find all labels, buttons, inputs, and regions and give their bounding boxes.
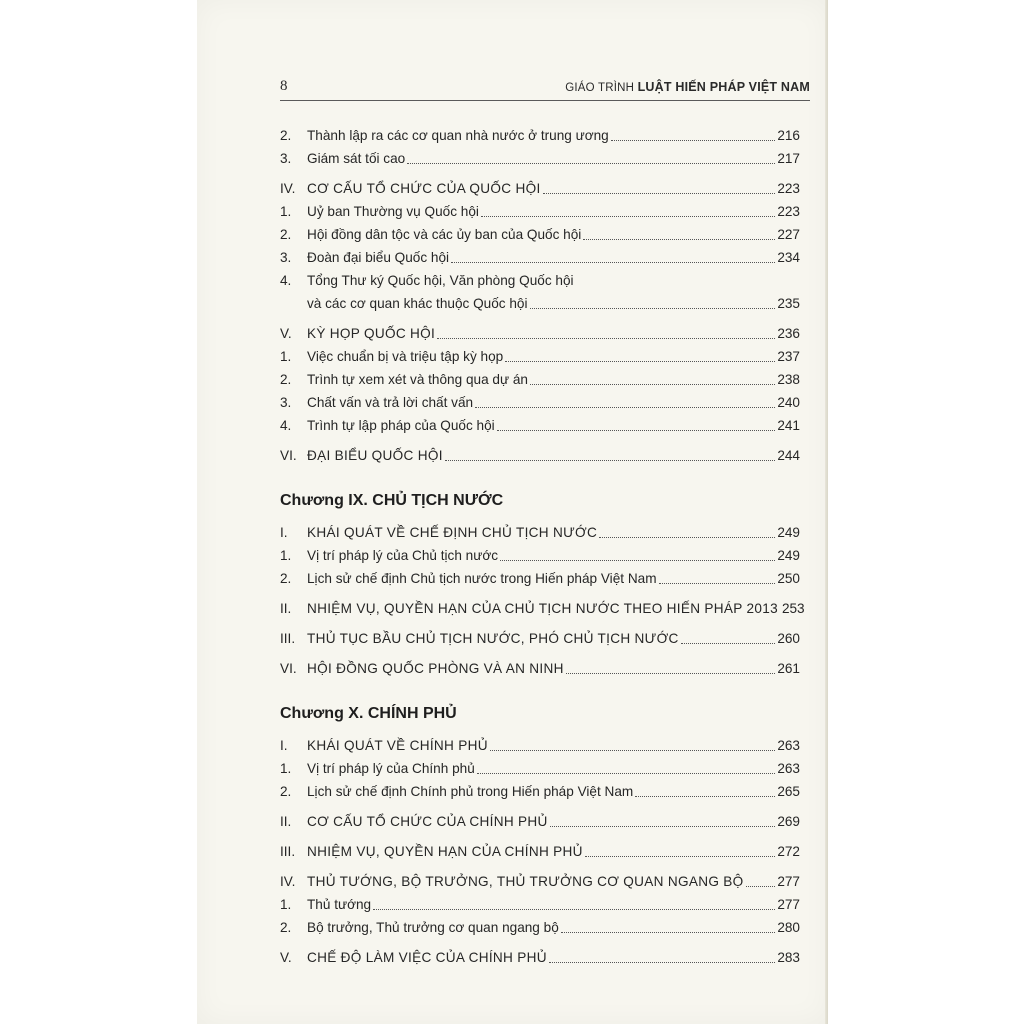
toc-number: 2. [280, 372, 292, 387]
toc-number: 2. [280, 784, 292, 799]
toc-section-row [280, 518, 800, 541]
toc-title: CƠ CẤU TỔ CHỨC CỦA QUỐC HỘI [307, 181, 541, 196]
toc-entry-row [280, 144, 800, 167]
toc-page-number: 237 [777, 349, 800, 364]
toc-entry-row [280, 220, 800, 243]
toc-title: Lịch sử chế định Chủ tịch nước trong Hiến pháp Việt Nam [307, 571, 657, 586]
toc-number: IV. [280, 181, 296, 196]
toc-title: ĐẠI BIỂU QUỐC HỘI [307, 448, 443, 463]
toc-number: 2. [280, 920, 292, 935]
toc-page-number: 234 [777, 250, 800, 265]
toc-leader-dots [549, 962, 775, 963]
page-edge [825, 0, 828, 1024]
toc-leader-dots [451, 262, 775, 263]
toc-page-number: 217 [777, 151, 800, 166]
toc-number: 3. [280, 395, 292, 410]
toc-title: Thành lập ra các cơ quan nhà nước ở trung ương [307, 128, 609, 143]
toc-page-number: 261 [777, 661, 800, 676]
toc-title: KỲ HỌP QUỐC HỘI [307, 326, 436, 341]
toc-title: KHÁI QUÁT VỀ CHẾ ĐỊNH CHỦ TỊCH NƯỚC [307, 525, 598, 540]
chapter-heading: Chương IX. CHỦ TỊCH NƯỚC [280, 492, 504, 509]
running-title [565, 80, 810, 94]
toc-page-number: 263 [777, 738, 800, 753]
toc-title: Giám sát tối cao [307, 151, 406, 166]
toc-number: 1. [280, 349, 292, 364]
toc-page-number: 277 [777, 874, 800, 889]
toc-title: THỦ TƯỚNG, BỘ TRƯỞNG, THỦ TRƯỞNG CƠ QUAN NGANG BỘ [307, 874, 744, 889]
toc-number: IV. [280, 874, 296, 889]
toc-title: Tổng Thư ký Quốc hội, Văn phòng Quốc hội [307, 273, 574, 288]
toc-leader-dots [500, 560, 775, 561]
toc-title: KHÁI QUÁT VỀ CHÍNH PHỦ [307, 738, 488, 753]
toc-page-number: 223 [777, 181, 800, 196]
toc-number: II. [280, 814, 292, 829]
toc-page-number: 244 [777, 448, 800, 463]
toc-number: 2. [280, 227, 292, 242]
toc-leader-dots [550, 826, 776, 827]
toc-number: I. [280, 738, 288, 753]
toc-number: 4. [280, 273, 292, 288]
toc-leader-dots [530, 384, 775, 385]
toc-leader-dots [477, 773, 776, 774]
toc-title: HỘI ĐỒNG QUỐC PHÒNG VÀ AN NINH [307, 661, 564, 676]
toc-title: NHIỆM VỤ, QUYỀN HẠN CỦA CHÍNH PHỦ [307, 844, 583, 859]
toc-title: THỦ TỤC BẦU CHỦ TỊCH NƯỚC, PHÓ CHỦ TỊCH NƯỚC [307, 631, 679, 646]
toc-entry-row [280, 754, 800, 777]
toc-leader-dots [373, 909, 775, 910]
toc-leader-dots [437, 338, 775, 339]
toc-entry-row [280, 541, 800, 564]
table-of-contents [280, 121, 805, 966]
toc-section-row [280, 943, 800, 966]
toc-section-row [280, 624, 800, 647]
toc-number: III. [280, 631, 296, 646]
toc-entry-row [280, 913, 800, 936]
toc-leader-dots [505, 361, 775, 362]
toc-page-number: 223 [777, 204, 800, 219]
chapter-heading: Chương X. CHÍNH PHỦ [280, 705, 457, 722]
page-header [280, 72, 810, 101]
toc-number: V. [280, 326, 292, 341]
toc-leader-dots [543, 193, 776, 194]
toc-section-row [280, 867, 800, 890]
toc-title: Thủ tướng [307, 897, 372, 912]
toc-title: Lịch sử chế định Chính phủ trong Hiến pháp Việt Nam [307, 784, 634, 799]
toc-title: CHẾ ĐỘ LÀM VIỆC CỦA CHÍNH PHỦ [307, 950, 547, 965]
toc-title: và các cơ quan khác thuộc Quốc hội [307, 296, 528, 311]
toc-page-number: 249 [777, 548, 800, 563]
toc-page-number: 227 [777, 227, 800, 242]
toc-section-row [280, 174, 800, 197]
toc-number: III. [280, 844, 296, 859]
page-number: 8 [280, 78, 288, 94]
toc-title: Việc chuẩn bị và triệu tập kỳ họp [307, 349, 504, 364]
toc-entry-row [280, 564, 800, 587]
toc-page-number: 253 [781, 601, 805, 616]
toc-page-number: 236 [777, 326, 800, 341]
toc-page-number: 216 [777, 128, 800, 143]
toc-section-row [280, 731, 800, 754]
toc-page-number: 283 [777, 950, 800, 965]
toc-page-number: 280 [777, 920, 800, 935]
toc-leader-dots [497, 430, 776, 431]
toc-entry-row [280, 121, 800, 144]
toc-page-number: 241 [777, 418, 800, 433]
toc-entry-row [280, 243, 800, 266]
running-title-main: LUẬT HIẾN PHÁP VIỆT NAM [637, 80, 810, 94]
toc-title: CƠ CẤU TỔ CHỨC CỦA CHÍNH PHỦ [307, 814, 548, 829]
toc-leader-dots [561, 932, 776, 933]
toc-title: Đoàn đại biểu Quốc hội [307, 250, 450, 265]
toc-number: 2. [280, 571, 292, 586]
toc-number: VI. [280, 448, 297, 463]
toc-title: Chất vấn và trả lời chất vấn [307, 395, 474, 410]
toc-number: V. [280, 950, 292, 965]
toc-entry-row [280, 197, 800, 220]
toc-title: Vị trí pháp lý của Chủ tịch nước [307, 548, 499, 563]
toc-entry-row [280, 342, 800, 365]
toc-leader-dots [659, 583, 776, 584]
toc-section-row [280, 319, 800, 342]
toc-section-row [280, 654, 800, 677]
toc-page-number: 272 [777, 844, 800, 859]
toc-entry-row [280, 365, 800, 388]
toc-title: Uỷ ban Thường vụ Quốc hội [307, 204, 479, 219]
toc-leader-dots [583, 239, 775, 240]
toc-title: NHIỆM VỤ, QUYỀN HẠN CỦA CHỦ TỊCH NƯỚC THEO HIẾN PHÁP 2013 [307, 601, 778, 616]
toc-title: Bộ trưởng, Thủ trưởng cơ quan ngang bộ [307, 920, 559, 935]
toc-number: 4. [280, 418, 292, 433]
toc-leader-dots [475, 407, 775, 408]
toc-number: 3. [280, 250, 292, 265]
toc-leader-dots [530, 308, 776, 309]
toc-section-row [280, 441, 800, 464]
toc-page-number: 260 [777, 631, 800, 646]
toc-entry-row [280, 890, 800, 913]
toc-number: 1. [280, 204, 292, 219]
toc-page-number: 240 [777, 395, 800, 410]
toc-leader-dots [746, 886, 776, 887]
toc-entry-row [280, 289, 800, 312]
toc-number: VI. [280, 661, 297, 676]
toc-section-row [280, 594, 805, 617]
toc-title: Trình tự lập pháp của Quốc hội [307, 418, 495, 433]
toc-title: Trình tự xem xét và thông qua dự án [307, 372, 528, 387]
toc-page-number: 250 [777, 571, 800, 586]
toc-leader-dots [585, 856, 776, 857]
toc-page-number: 249 [777, 525, 800, 540]
toc-number: II. [280, 601, 292, 616]
toc-page-number: 238 [777, 372, 800, 387]
toc-page-number: 235 [777, 296, 800, 311]
toc-number: 1. [280, 761, 292, 776]
toc-leader-dots [611, 140, 776, 141]
toc-entry-row [280, 388, 800, 411]
toc-leader-dots [445, 460, 776, 461]
toc-entry-row [280, 777, 800, 800]
toc-leader-dots [566, 673, 776, 674]
toc-leader-dots [407, 163, 775, 164]
toc-page-number: 263 [777, 761, 800, 776]
toc-section-row [280, 807, 800, 830]
toc-entry-row [280, 266, 800, 289]
toc-number: 2. [280, 128, 292, 143]
toc-leader-dots [481, 216, 775, 217]
toc-leader-dots [490, 750, 775, 751]
toc-number: 1. [280, 897, 292, 912]
running-title-prefix: GIÁO TRÌNH [565, 82, 635, 94]
toc-number: 3. [280, 151, 292, 166]
toc-leader-dots [635, 796, 775, 797]
toc-entry-row [280, 411, 800, 434]
toc-number: I. [280, 525, 288, 540]
toc-page-number: 269 [777, 814, 800, 829]
toc-page-number: 265 [777, 784, 800, 799]
toc-leader-dots [599, 537, 775, 538]
toc-title: Vị trí pháp lý của Chính phủ [307, 761, 475, 776]
toc-title: Hội đồng dân tộc và các ủy ban của Quốc hội [307, 227, 582, 242]
toc-section-row [280, 837, 800, 860]
toc-leader-dots [681, 643, 776, 644]
toc-page-number: 277 [777, 897, 800, 912]
toc-number: 1. [280, 548, 292, 563]
